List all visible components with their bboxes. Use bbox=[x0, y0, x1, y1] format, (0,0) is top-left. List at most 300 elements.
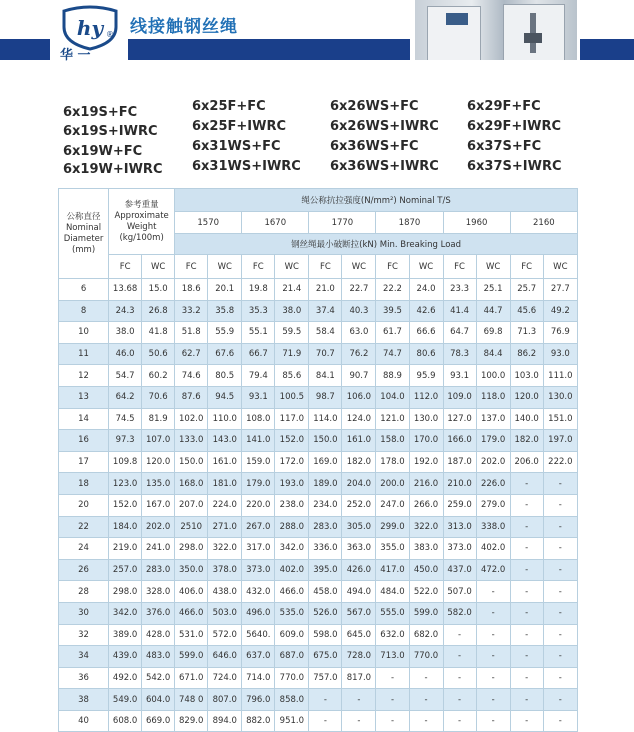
value-cell: 59.5 bbox=[275, 322, 309, 344]
value-cell: - bbox=[376, 710, 409, 732]
rope-type-column bbox=[467, 100, 562, 177]
value-cell: 609.0 bbox=[275, 624, 309, 646]
value-cell: 858.0 bbox=[275, 689, 309, 711]
value-cell: - bbox=[543, 689, 577, 711]
table-row bbox=[59, 559, 578, 581]
diameter-cell: 30 bbox=[59, 602, 109, 624]
value-cell: 18.6 bbox=[175, 279, 208, 301]
value-cell: 484.0 bbox=[376, 581, 409, 603]
value-cell: - bbox=[510, 581, 543, 603]
rope-type: 6x29F+FC bbox=[467, 99, 541, 114]
value-cell: 66.6 bbox=[409, 322, 443, 344]
table-row bbox=[59, 451, 578, 473]
value-cell: 748 0 bbox=[175, 689, 208, 711]
value-cell: 336.0 bbox=[309, 538, 342, 560]
strength-cell: 1960 bbox=[443, 212, 510, 234]
value-cell: 41.8 bbox=[142, 322, 175, 344]
diameter-cell: 26 bbox=[59, 559, 109, 581]
machine-photo bbox=[415, 0, 577, 60]
diameter-cell: 22 bbox=[59, 516, 109, 538]
value-cell: 466.0 bbox=[275, 581, 309, 603]
value-cell: - bbox=[543, 646, 577, 668]
sub-header: FC bbox=[242, 255, 275, 279]
value-cell: - bbox=[443, 667, 476, 689]
table-row bbox=[59, 300, 578, 322]
value-cell: 192.0 bbox=[409, 451, 443, 473]
value-cell: 322.0 bbox=[208, 538, 242, 560]
table-row bbox=[59, 494, 578, 516]
value-cell: 189.0 bbox=[309, 473, 342, 495]
rope-type: 6x31WS+IWRC bbox=[192, 159, 301, 174]
value-cell: 507.0 bbox=[443, 581, 476, 603]
table-row bbox=[59, 581, 578, 603]
value-cell: 378.0 bbox=[208, 559, 242, 581]
value-cell: 817.0 bbox=[342, 667, 376, 689]
diameter-cell: 14 bbox=[59, 408, 109, 430]
header-bar-middle bbox=[128, 39, 410, 60]
value-cell: - bbox=[443, 710, 476, 732]
value-cell: 61.7 bbox=[376, 322, 409, 344]
value-cell: 182.0 bbox=[342, 451, 376, 473]
value-cell: 450.0 bbox=[409, 559, 443, 581]
value-cell: 55.9 bbox=[208, 322, 242, 344]
value-cell: - bbox=[543, 602, 577, 624]
value-cell: 472.0 bbox=[476, 559, 510, 581]
value-cell: 389.0 bbox=[109, 624, 142, 646]
value-cell: 598.0 bbox=[309, 624, 342, 646]
table-row bbox=[59, 343, 578, 365]
value-cell: 298.0 bbox=[109, 581, 142, 603]
sub-header: FC bbox=[309, 255, 342, 279]
rope-type: 6x36WS+FC bbox=[330, 139, 419, 154]
value-cell: 179.0 bbox=[242, 473, 275, 495]
value-cell: 19.8 bbox=[242, 279, 275, 301]
value-cell: 202.0 bbox=[142, 516, 175, 538]
value-cell: - bbox=[543, 581, 577, 603]
value-cell: - bbox=[309, 689, 342, 711]
value-cell: 135.0 bbox=[142, 473, 175, 495]
value-cell: 23.3 bbox=[443, 279, 476, 301]
value-cell: 76.2 bbox=[342, 343, 376, 365]
value-cell: 458.0 bbox=[309, 581, 342, 603]
value-cell: 20.1 bbox=[208, 279, 242, 301]
diameter-header: 公称直径 Nominal Diameter (mm) bbox=[59, 189, 109, 279]
value-cell: - bbox=[476, 667, 510, 689]
value-cell: 137.0 bbox=[476, 408, 510, 430]
value-cell: 55.1 bbox=[242, 322, 275, 344]
diameter-cell: 18 bbox=[59, 473, 109, 495]
value-cell: 549.0 bbox=[109, 689, 142, 711]
value-cell: 494.0 bbox=[342, 581, 376, 603]
value-cell: 671.0 bbox=[175, 667, 208, 689]
value-cell: 35.8 bbox=[208, 300, 242, 322]
value-cell: - bbox=[476, 624, 510, 646]
value-cell: 599.0 bbox=[175, 646, 208, 668]
header-bar-right bbox=[580, 39, 634, 60]
value-cell: - bbox=[510, 710, 543, 732]
value-cell: 37.4 bbox=[309, 300, 342, 322]
sub-header-row bbox=[59, 255, 578, 279]
value-cell: 118.0 bbox=[476, 386, 510, 408]
value-cell: 120.0 bbox=[510, 386, 543, 408]
value-cell: 22.2 bbox=[376, 279, 409, 301]
value-cell: 106.0 bbox=[342, 386, 376, 408]
value-cell: 39.5 bbox=[376, 300, 409, 322]
value-cell: 406.0 bbox=[175, 581, 208, 603]
value-cell: 437.0 bbox=[443, 559, 476, 581]
diameter-cell: 17 bbox=[59, 451, 109, 473]
value-cell: 555.0 bbox=[376, 602, 409, 624]
value-cell: 338.0 bbox=[476, 516, 510, 538]
brand-name: 华 一 bbox=[60, 48, 91, 63]
value-cell: - bbox=[543, 624, 577, 646]
value-cell: 94.5 bbox=[208, 386, 242, 408]
diameter-cell: 16 bbox=[59, 430, 109, 452]
value-cell: 100.5 bbox=[275, 386, 309, 408]
value-cell: 796.0 bbox=[242, 689, 275, 711]
table-row bbox=[59, 602, 578, 624]
value-cell: - bbox=[376, 689, 409, 711]
value-cell: 376.0 bbox=[142, 602, 175, 624]
value-cell: 150.0 bbox=[309, 430, 342, 452]
value-cell: - bbox=[510, 646, 543, 668]
value-cell: 483.0 bbox=[142, 646, 175, 668]
value-cell: 355.0 bbox=[376, 538, 409, 560]
value-cell: 88.9 bbox=[376, 365, 409, 387]
value-cell: 97.3 bbox=[109, 430, 142, 452]
sub-header: WC bbox=[543, 255, 577, 279]
value-cell: 181.0 bbox=[208, 473, 242, 495]
value-cell: - bbox=[510, 689, 543, 711]
value-cell: 770.0 bbox=[275, 667, 309, 689]
value-cell: 770.0 bbox=[409, 646, 443, 668]
value-cell: 151.0 bbox=[543, 408, 577, 430]
rope-type: 6x26WS+IWRC bbox=[330, 119, 439, 134]
value-cell: 526.0 bbox=[309, 602, 342, 624]
value-cell: 133.0 bbox=[175, 430, 208, 452]
value-cell: 127.0 bbox=[443, 408, 476, 430]
breaking-load-header: 钢丝绳最小破断拉(kN) Min. Breaking Load bbox=[175, 234, 578, 255]
value-cell: 582.0 bbox=[443, 602, 476, 624]
diameter-cell: 24 bbox=[59, 538, 109, 560]
value-cell: 158.0 bbox=[376, 430, 409, 452]
value-cell: 15.0 bbox=[142, 279, 175, 301]
value-cell: 60.2 bbox=[142, 365, 175, 387]
value-cell: 26.8 bbox=[142, 300, 175, 322]
value-cell: 266.0 bbox=[409, 494, 443, 516]
value-cell: 22.7 bbox=[342, 279, 376, 301]
value-cell: 140.0 bbox=[510, 408, 543, 430]
value-cell: 675.0 bbox=[309, 646, 342, 668]
value-cell: 182.0 bbox=[510, 430, 543, 452]
value-cell: - bbox=[476, 581, 510, 603]
value-cell: - bbox=[443, 689, 476, 711]
rope-type: 6x19W+FC bbox=[63, 144, 143, 159]
value-cell: 71.9 bbox=[275, 343, 309, 365]
value-cell: 123.0 bbox=[109, 473, 142, 495]
value-cell: 25.7 bbox=[510, 279, 543, 301]
value-cell: 78.3 bbox=[443, 343, 476, 365]
value-cell: 152.0 bbox=[109, 494, 142, 516]
value-cell: 111.0 bbox=[543, 365, 577, 387]
value-cell: 342.0 bbox=[275, 538, 309, 560]
value-cell: 417.0 bbox=[376, 559, 409, 581]
value-cell: 439.0 bbox=[109, 646, 142, 668]
value-cell: 114.0 bbox=[309, 408, 342, 430]
value-cell: 257.0 bbox=[109, 559, 142, 581]
value-cell: 161.0 bbox=[208, 451, 242, 473]
value-cell: - bbox=[476, 710, 510, 732]
value-cell: 219.0 bbox=[109, 538, 142, 560]
value-cell: 86.2 bbox=[510, 343, 543, 365]
value-cell: 206.0 bbox=[510, 451, 543, 473]
sub-header: FC bbox=[510, 255, 543, 279]
registered-mark: ® bbox=[106, 30, 114, 39]
value-cell: 428.0 bbox=[142, 624, 175, 646]
table-row bbox=[59, 430, 578, 452]
value-cell: 5640. bbox=[242, 624, 275, 646]
diameter-cell: 10 bbox=[59, 322, 109, 344]
value-cell: 402.0 bbox=[476, 538, 510, 560]
value-cell: 141.0 bbox=[242, 430, 275, 452]
value-cell: 44.7 bbox=[476, 300, 510, 322]
value-cell: - bbox=[510, 624, 543, 646]
value-cell: 120.0 bbox=[142, 451, 175, 473]
value-cell: 69.8 bbox=[476, 322, 510, 344]
value-cell: 807.0 bbox=[208, 689, 242, 711]
value-cell: 74.6 bbox=[175, 365, 208, 387]
value-cell: 130.0 bbox=[409, 408, 443, 430]
value-cell: 271.0 bbox=[208, 516, 242, 538]
value-cell: 466.0 bbox=[175, 602, 208, 624]
value-cell: 829.0 bbox=[175, 710, 208, 732]
value-cell: - bbox=[543, 494, 577, 516]
value-cell: 169.0 bbox=[309, 451, 342, 473]
value-cell: 66.7 bbox=[242, 343, 275, 365]
value-cell: 167.0 bbox=[142, 494, 175, 516]
sub-header: FC bbox=[443, 255, 476, 279]
table-row bbox=[59, 386, 578, 408]
value-cell: 204.0 bbox=[342, 473, 376, 495]
value-cell: 104.0 bbox=[376, 386, 409, 408]
value-cell: 110.0 bbox=[208, 408, 242, 430]
value-cell: 70.6 bbox=[142, 386, 175, 408]
value-cell: 100.0 bbox=[476, 365, 510, 387]
value-cell: 395.0 bbox=[309, 559, 342, 581]
value-cell: 313.0 bbox=[443, 516, 476, 538]
value-cell: 207.0 bbox=[175, 494, 208, 516]
rope-type: 6x29F+IWRC bbox=[467, 119, 562, 134]
value-cell: - bbox=[510, 602, 543, 624]
diameter-cell: 13 bbox=[59, 386, 109, 408]
value-cell: 317.0 bbox=[242, 538, 275, 560]
value-cell: 172.0 bbox=[275, 451, 309, 473]
table-row bbox=[59, 646, 578, 668]
rope-type: 6x19S+FC bbox=[63, 105, 138, 120]
value-cell: 259.0 bbox=[443, 494, 476, 516]
value-cell: 882.0 bbox=[242, 710, 275, 732]
value-cell: 210.0 bbox=[443, 473, 476, 495]
diameter-cell: 11 bbox=[59, 343, 109, 365]
value-cell: 193.0 bbox=[275, 473, 309, 495]
value-cell: 222.0 bbox=[543, 451, 577, 473]
value-cell: 187.0 bbox=[443, 451, 476, 473]
value-cell: 241.0 bbox=[142, 538, 175, 560]
table-row bbox=[59, 667, 578, 689]
value-cell: 80.6 bbox=[409, 343, 443, 365]
strength-cell: 1770 bbox=[309, 212, 376, 234]
value-cell: 373.0 bbox=[242, 559, 275, 581]
value-cell: - bbox=[443, 624, 476, 646]
value-cell: - bbox=[409, 667, 443, 689]
value-cell: 305.0 bbox=[342, 516, 376, 538]
value-cell: - bbox=[342, 689, 376, 711]
value-cell: 682.0 bbox=[409, 624, 443, 646]
value-cell: - bbox=[543, 516, 577, 538]
value-cell: - bbox=[543, 667, 577, 689]
value-cell: 713.0 bbox=[376, 646, 409, 668]
value-cell: 714.0 bbox=[242, 667, 275, 689]
value-cell: 79.4 bbox=[242, 365, 275, 387]
strength-cell: 1870 bbox=[376, 212, 443, 234]
diameter-cell: 28 bbox=[59, 581, 109, 603]
rope-type: 6x19S+IWRC bbox=[63, 124, 158, 139]
value-cell: 234.0 bbox=[309, 494, 342, 516]
value-cell: - bbox=[409, 689, 443, 711]
value-cell: 93.1 bbox=[443, 365, 476, 387]
value-cell: 724.0 bbox=[208, 667, 242, 689]
strength-cell: 1670 bbox=[242, 212, 309, 234]
value-cell: 252.0 bbox=[342, 494, 376, 516]
diameter-cell: 32 bbox=[59, 624, 109, 646]
sub-header: FC bbox=[376, 255, 409, 279]
rope-type-column bbox=[192, 100, 301, 177]
value-cell: 108.0 bbox=[242, 408, 275, 430]
value-cell: 64.2 bbox=[109, 386, 142, 408]
diameter-cell: 8 bbox=[59, 300, 109, 322]
value-cell: 599.0 bbox=[409, 602, 443, 624]
spec-table-body bbox=[59, 279, 578, 732]
value-cell: 103.0 bbox=[510, 365, 543, 387]
value-cell: 51.8 bbox=[175, 322, 208, 344]
value-cell: 80.5 bbox=[208, 365, 242, 387]
value-cell: 894.0 bbox=[208, 710, 242, 732]
value-cell: 98.7 bbox=[309, 386, 342, 408]
value-cell: - bbox=[543, 473, 577, 495]
sub-header: FC bbox=[175, 255, 208, 279]
value-cell: 728.0 bbox=[342, 646, 376, 668]
value-cell: 220.0 bbox=[242, 494, 275, 516]
diameter-cell: 20 bbox=[59, 494, 109, 516]
value-cell: 40.3 bbox=[342, 300, 376, 322]
value-cell: 184.0 bbox=[109, 516, 142, 538]
value-cell: 279.0 bbox=[476, 494, 510, 516]
value-cell: 342.0 bbox=[109, 602, 142, 624]
weight-header: 参考重量 Approximate Weight (kg/100m) bbox=[109, 189, 175, 255]
value-cell: - bbox=[543, 538, 577, 560]
value-cell: 645.0 bbox=[342, 624, 376, 646]
value-cell: 109.8 bbox=[109, 451, 142, 473]
value-cell: 33.2 bbox=[175, 300, 208, 322]
value-cell: 632.0 bbox=[376, 624, 409, 646]
value-cell: 63.0 bbox=[342, 322, 376, 344]
value-cell: 45.6 bbox=[510, 300, 543, 322]
value-cell: 535.0 bbox=[275, 602, 309, 624]
diameter-cell: 40 bbox=[59, 710, 109, 732]
table-row bbox=[59, 538, 578, 560]
diameter-cell: 36 bbox=[59, 667, 109, 689]
value-cell: 178.0 bbox=[376, 451, 409, 473]
value-cell: 159.0 bbox=[242, 451, 275, 473]
value-cell: 288.0 bbox=[275, 516, 309, 538]
value-cell: - bbox=[476, 602, 510, 624]
rope-type: 6x25F+IWRC bbox=[192, 119, 287, 134]
rope-type: 6x25F+FC bbox=[192, 99, 266, 114]
value-cell: - bbox=[309, 710, 342, 732]
value-cell: 238.0 bbox=[275, 494, 309, 516]
sub-header: WC bbox=[142, 255, 175, 279]
value-cell: 383.0 bbox=[409, 538, 443, 560]
table-row bbox=[59, 279, 578, 301]
value-cell: - bbox=[510, 559, 543, 581]
value-cell: 150.0 bbox=[175, 451, 208, 473]
value-cell: 46.0 bbox=[109, 343, 142, 365]
value-cell: 608.0 bbox=[109, 710, 142, 732]
value-cell: - bbox=[443, 646, 476, 668]
rope-type: 6x31WS+FC bbox=[192, 139, 281, 154]
value-cell: 35.3 bbox=[242, 300, 275, 322]
value-cell: 85.6 bbox=[275, 365, 309, 387]
svg-text:hy: hy bbox=[76, 16, 104, 40]
value-cell: 646.0 bbox=[208, 646, 242, 668]
value-cell: 90.7 bbox=[342, 365, 376, 387]
value-cell: 49.2 bbox=[543, 300, 577, 322]
value-cell: 496.0 bbox=[242, 602, 275, 624]
value-cell: 402.0 bbox=[275, 559, 309, 581]
tensile-strength-header: 绳公称抗拉强度(N/mm²) Nominal T/S bbox=[175, 189, 578, 212]
value-cell: 102.0 bbox=[175, 408, 208, 430]
value-cell: 426.0 bbox=[342, 559, 376, 581]
value-cell: 522.0 bbox=[409, 581, 443, 603]
rope-type-column bbox=[330, 100, 439, 177]
sub-header: FC bbox=[109, 255, 142, 279]
value-cell: 298.0 bbox=[175, 538, 208, 560]
diameter-cell: 38 bbox=[59, 689, 109, 711]
sub-header: WC bbox=[275, 255, 309, 279]
value-cell: - bbox=[510, 667, 543, 689]
value-cell: 76.9 bbox=[543, 322, 577, 344]
value-cell: 161.0 bbox=[342, 430, 376, 452]
table-row bbox=[59, 516, 578, 538]
value-cell: 267.0 bbox=[242, 516, 275, 538]
value-cell: 247.0 bbox=[376, 494, 409, 516]
value-cell: 87.6 bbox=[175, 386, 208, 408]
value-cell: 432.0 bbox=[242, 581, 275, 603]
value-cell: 503.0 bbox=[208, 602, 242, 624]
value-cell: 179.0 bbox=[476, 430, 510, 452]
value-cell: 117.0 bbox=[275, 408, 309, 430]
strength-cell: 1570 bbox=[175, 212, 242, 234]
value-cell: 109.0 bbox=[443, 386, 476, 408]
rope-type: 6x19W+IWRC bbox=[63, 162, 163, 177]
table-row bbox=[59, 322, 578, 344]
spec-table bbox=[58, 188, 578, 732]
sub-header: WC bbox=[208, 255, 242, 279]
value-cell: 13.68 bbox=[109, 279, 142, 301]
value-cell: 41.4 bbox=[443, 300, 476, 322]
value-cell: - bbox=[409, 710, 443, 732]
value-cell: 168.0 bbox=[175, 473, 208, 495]
